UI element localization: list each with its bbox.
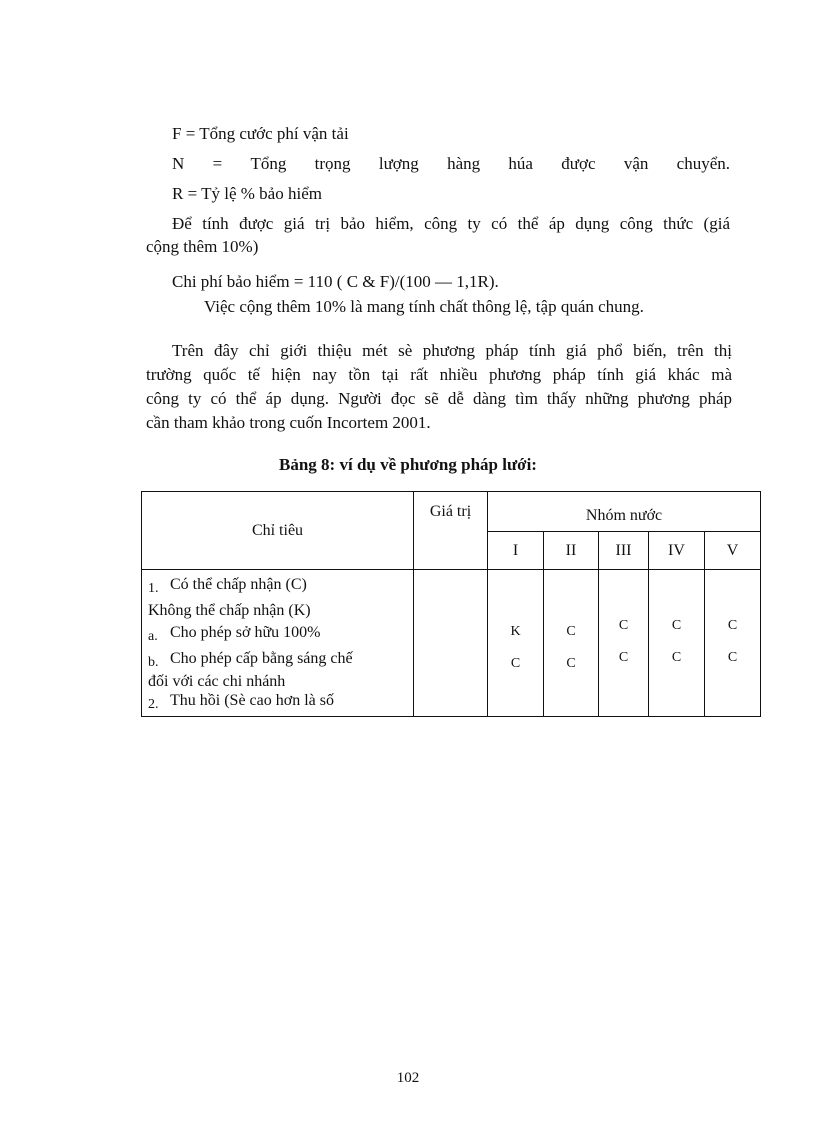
grid-method-table: [141, 491, 761, 717]
n-definition-word: lượng: [378, 154, 419, 173]
country-group-header: Nhóm nước: [488, 492, 761, 532]
paragraph-line: trường quốc tế hiện nay tồn tại rất nhiều phương pháp tính giá khác mà: [146, 365, 732, 384]
pricing-methods-paragraph: [146, 339, 732, 435]
group-ii-header: II: [544, 532, 599, 570]
group-iv-values: C C: [649, 570, 705, 717]
criteria-line: Không thể chấp nhận (K): [148, 602, 311, 619]
paragraph-line: Trên đây chỉ giới thiệu mét sè phương pháp tính giá phổ biến, trên thị: [172, 341, 732, 360]
value-header: Giá trị: [414, 492, 488, 570]
n-definition-word: trọng: [314, 154, 351, 173]
group-iv-header: IV: [649, 532, 705, 570]
convention-note: Việc cộng thêm 10% là mang tính chất thông lệ, tập quán chung.: [204, 297, 644, 316]
formula-f-definition: F = Tổng cước phí vận tải: [172, 124, 349, 143]
formula-intro-line-2: cộng thêm 10%): [146, 237, 259, 256]
paragraph-line: công ty có thể áp dụng. Người đọc sẽ dễ dàng tìm thấy những phương pháp: [146, 389, 732, 408]
formula-n-definition: [172, 153, 730, 175]
value-cell: [414, 570, 488, 717]
criteria-line: b. Cho phép cấp bằng sáng chế: [148, 650, 353, 670]
criteria-header: Chỉ tiêu: [142, 492, 414, 570]
page-number: 102: [396, 1070, 420, 1086]
n-definition-word: được: [561, 154, 596, 173]
group-v-header: V: [705, 532, 761, 570]
n-definition-word: Tổng: [250, 154, 287, 173]
group-iii-values: C C: [599, 570, 649, 717]
n-definition-word: húa: [508, 154, 533, 173]
criteria-line: đối với các chi nhánh: [148, 673, 286, 690]
n-definition-word: chuyển.: [676, 154, 730, 173]
criteria-cell: [142, 570, 414, 717]
group-i-values: K C: [488, 570, 544, 717]
group-iii-header: III: [599, 532, 649, 570]
n-definition-word: vận: [623, 154, 649, 173]
group-ii-values: C C: [544, 570, 599, 717]
group-i-header: I: [488, 532, 544, 570]
n-definition-word: =: [212, 154, 223, 173]
group-v-values: C C: [705, 570, 761, 717]
insurance-formula: Chi phí bảo hiểm = 110 ( C & F)/(100 — 1,1R).: [172, 272, 499, 291]
formula-intro-line-1: Để tính được giá trị bảo hiểm, công ty có thể áp dụng công thức (giá: [172, 214, 730, 233]
criteria-line: 2. Thu hồi (Sè cao hơn là số: [148, 692, 334, 712]
paragraph-line: cần tham khảo trong cuốn Incortem 2001.: [146, 413, 431, 432]
table-caption: Bảng 8: ví dụ về phương pháp lưới:: [279, 455, 537, 474]
criteria-line: a. Cho phép sở hữu 100%: [148, 624, 321, 644]
n-definition-word: hàng: [447, 154, 481, 173]
formula-r-definition: R = Tỷ lệ % bảo hiểm: [172, 184, 322, 203]
n-definition-word: N: [172, 154, 185, 173]
criteria-line: 1. Có thể chấp nhận (C): [148, 576, 307, 596]
